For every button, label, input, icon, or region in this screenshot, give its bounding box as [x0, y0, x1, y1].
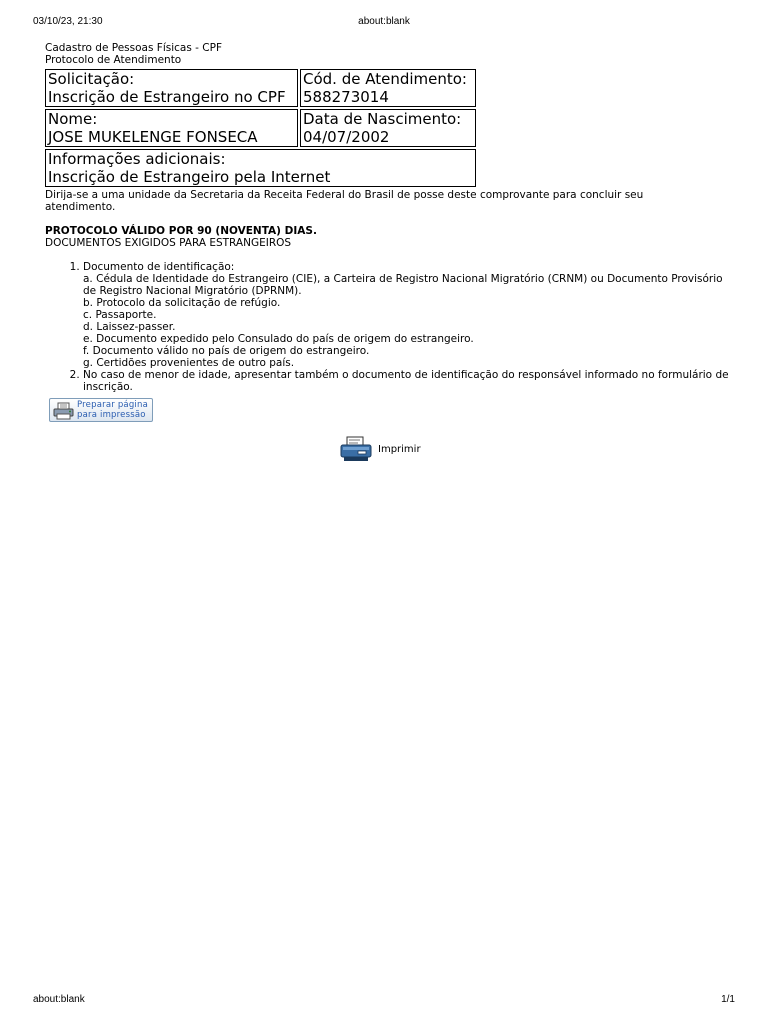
doc-sub-d: d. Laissez-passer. [83, 321, 176, 333]
nome-value: JOSE MUKELENGE FONSECA [48, 128, 258, 146]
info-adicional-value: Inscrição de Estrangeiro pela Internet [48, 168, 331, 186]
doc-sub-g: g. Certidões provenientes de outro país. [83, 357, 295, 369]
solicitacao-value: Inscrição de Estrangeiro no CPF [48, 88, 286, 106]
doc-item-1: 1. Documento de identificação: [83, 261, 235, 273]
cod-atendimento-label: Cód. de Atendimento: [303, 70, 467, 88]
system-title: Cadastro de Pessoas Físicas - CPF [45, 42, 222, 54]
document-body [45, 42, 735, 393]
doc-item-2: 2. No caso de menor de idade, apresentar também o documento de identificação do responsável informado no formulário de inscrição. [83, 369, 729, 393]
nascimento-cell [300, 109, 476, 147]
nome-cell [45, 109, 298, 147]
doc-sub-b: b. Protocolo da solicitação de refúgio. [83, 297, 281, 309]
doc-sub-e: e. Documento expedido pelo Consulado do país de origem do estrangeiro. [83, 333, 474, 345]
cod-atendimento-value: 588273014 [303, 88, 389, 106]
info-adicional-cell [45, 149, 476, 187]
validity-text: PROTOCOLO VÁLIDO POR 90 (NOVENTA) DIAS. [45, 225, 317, 237]
docs-title: DOCUMENTOS EXIGIDOS PARA ESTRANGEIROS [45, 237, 292, 249]
print-header [0, 16, 768, 30]
info-adicional-label: Informações adicionais: [48, 150, 226, 168]
document-subtitle: Protocolo de Atendimento [45, 54, 182, 66]
prepare-print-label [77, 401, 153, 420]
solicitacao-label: Solicitação: [48, 70, 135, 88]
doc-sub-c: c. Passaporte. [83, 309, 157, 321]
prepare-print-button[interactable] [49, 398, 153, 422]
protocol-table [43, 67, 478, 189]
nascimento-label: Data de Nascimento: [303, 110, 462, 128]
print-footer [0, 994, 768, 1008]
nascimento-value: 04/07/2002 [303, 128, 390, 146]
prepare-print-line2: para impressão [77, 409, 146, 420]
required-documents-list [45, 261, 735, 393]
print-datetime: 03/10/23, 21:30 [33, 16, 103, 27]
solicitacao-cell [45, 69, 298, 107]
instruction-text: Dirija-se a uma unidade da Secretaria da Receita Federal do Brasil de posse deste comprovante para concluir seu atendimento. [45, 189, 644, 213]
doc-sub-a: a. Cédula de Identidade do Estrangeiro (CIE), a Carteira de Registro Nacional Migratório (CRNM) ou Documento Provisório de Registro Nacional Migratório (DPRNM). [83, 273, 723, 297]
printer-page-icon [53, 402, 75, 424]
nome-label: Nome: [48, 110, 98, 128]
list-item [83, 261, 735, 369]
cod-atendimento-cell [300, 69, 476, 107]
printer-icon [340, 436, 372, 466]
list-item [83, 369, 735, 393]
prepare-print-line1: Preparar página [77, 400, 148, 410]
print-page-title: about:blank [358, 16, 410, 27]
doc-sub-f: f. Documento válido no país de origem do estrangeiro. [83, 345, 370, 357]
footer-page-number: 1/1 [721, 994, 735, 1005]
print-label: Imprimir [378, 444, 421, 455]
footer-url: about:blank [33, 994, 85, 1005]
